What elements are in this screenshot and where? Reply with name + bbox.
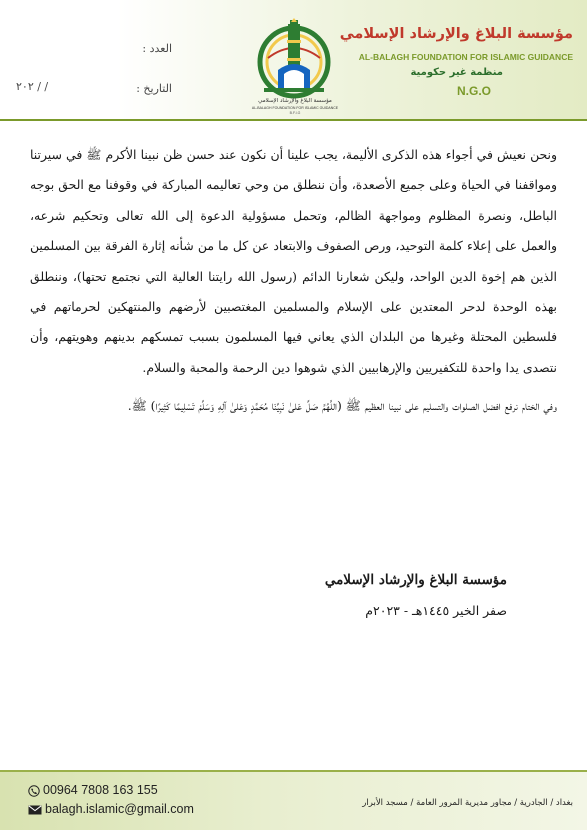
body-paragraph-1: ونحن نعيش في أجواء هذه الذكرى الأليمة، يجب علينا أن نكون عند حسن ظن نبينا الأكرم ﷺ في سيرتنا ومواقفنا في الحياة وعلى جميع الأصعدة، وأن ننطلق من وحي تعاليمه المباركة في وقوفنا مع الحق بوجه الباطل، ونصرة المظلوم ومواجهة الظالم، وتحمل مسؤولية الدعوة إلى الله تعالى وتحكيم شرعه، والعمل على إعلاء كلمة التوحيد، ورص الصفوف والابتعاد عن كل ما من شأنه إثارة الفرقة بين المسلمين الذين هم إخوة الدين الواحد، وليكن شعارنا الدائم (رسول الله رايتنا العالية التي نجتمع تحتها)، وننطلق بهذه الوحدة لدحر المعتدين على الإسلام والمسلمين المغتصبين لأرضهم والمنتهكين لحرماتهم في فلسطين المحتلة وغيرها من البلدان الذي يعاني فيها المسلمون بسبب تمسكهم بدينهم وهويتهم، وأن نتصدى يدا واحدة للتكفيريين والإرهابيين الذي شوهوا دين الرحمة والمحبة والسلام. xyxy=(30,147,557,375)
footer-phone xyxy=(28,783,158,797)
foundation-logo xyxy=(244,18,344,102)
number-label: العدد : xyxy=(142,42,172,55)
signature-date: صفر الخير ١٤٤٥هـ - ٢٠٢٣م xyxy=(365,603,507,618)
logo-caption-arabic: مؤسسة البلاغ والإرشاد الإسلامي xyxy=(258,98,332,104)
body-paragraph-2: وفي الختام نرفع افضل الصلوات والتسليم على نبينا العظيم ﷺ (اللَّهُمَّ صَلِّ عَلىٰ نَبِيِّنَا مُحَمَّدٍ وَعَلىٰ آلِهِ وَسَلِّمْ تَسْلِيمًا كَثِيرًا) ﷺ. xyxy=(127,398,557,414)
ngo-label-english: N.G.O xyxy=(456,84,491,98)
footer-divider xyxy=(0,770,587,772)
logo-caption-code: B.F.I.G xyxy=(289,111,301,115)
ngo-label-arabic: منظمة غير حكومية xyxy=(410,67,503,78)
footer-email xyxy=(28,802,194,816)
date-slots: ٢٠٢ / / xyxy=(16,80,49,93)
mail-icon xyxy=(28,805,42,815)
email-address: balagh.islamic@gmail.com xyxy=(45,802,194,816)
org-name-english: AL-BALAGH FOUNDATION FOR ISLAMIC GUIDANCE xyxy=(358,52,573,62)
phone-number: 00964 7808 163 155 xyxy=(43,783,158,797)
footer-address: بغداد / الجادرية / مجاور مديرية المرور العامة / مسجد الأبرار xyxy=(362,798,573,808)
phone-icon xyxy=(28,785,40,797)
org-name-arabic: مؤسسة البلاغ والإرشاد الإسلامي xyxy=(339,26,573,42)
header-divider xyxy=(0,119,587,121)
letter-body xyxy=(30,140,557,422)
logo-caption-english: AL-BALAGH FOUNDATION FOR ISLAMIC GUIDANCE xyxy=(251,106,339,110)
signature-org-name: مؤسسة البلاغ والإرشاد الإسلامي xyxy=(324,572,507,588)
date-label: التاريخ : xyxy=(136,82,172,95)
